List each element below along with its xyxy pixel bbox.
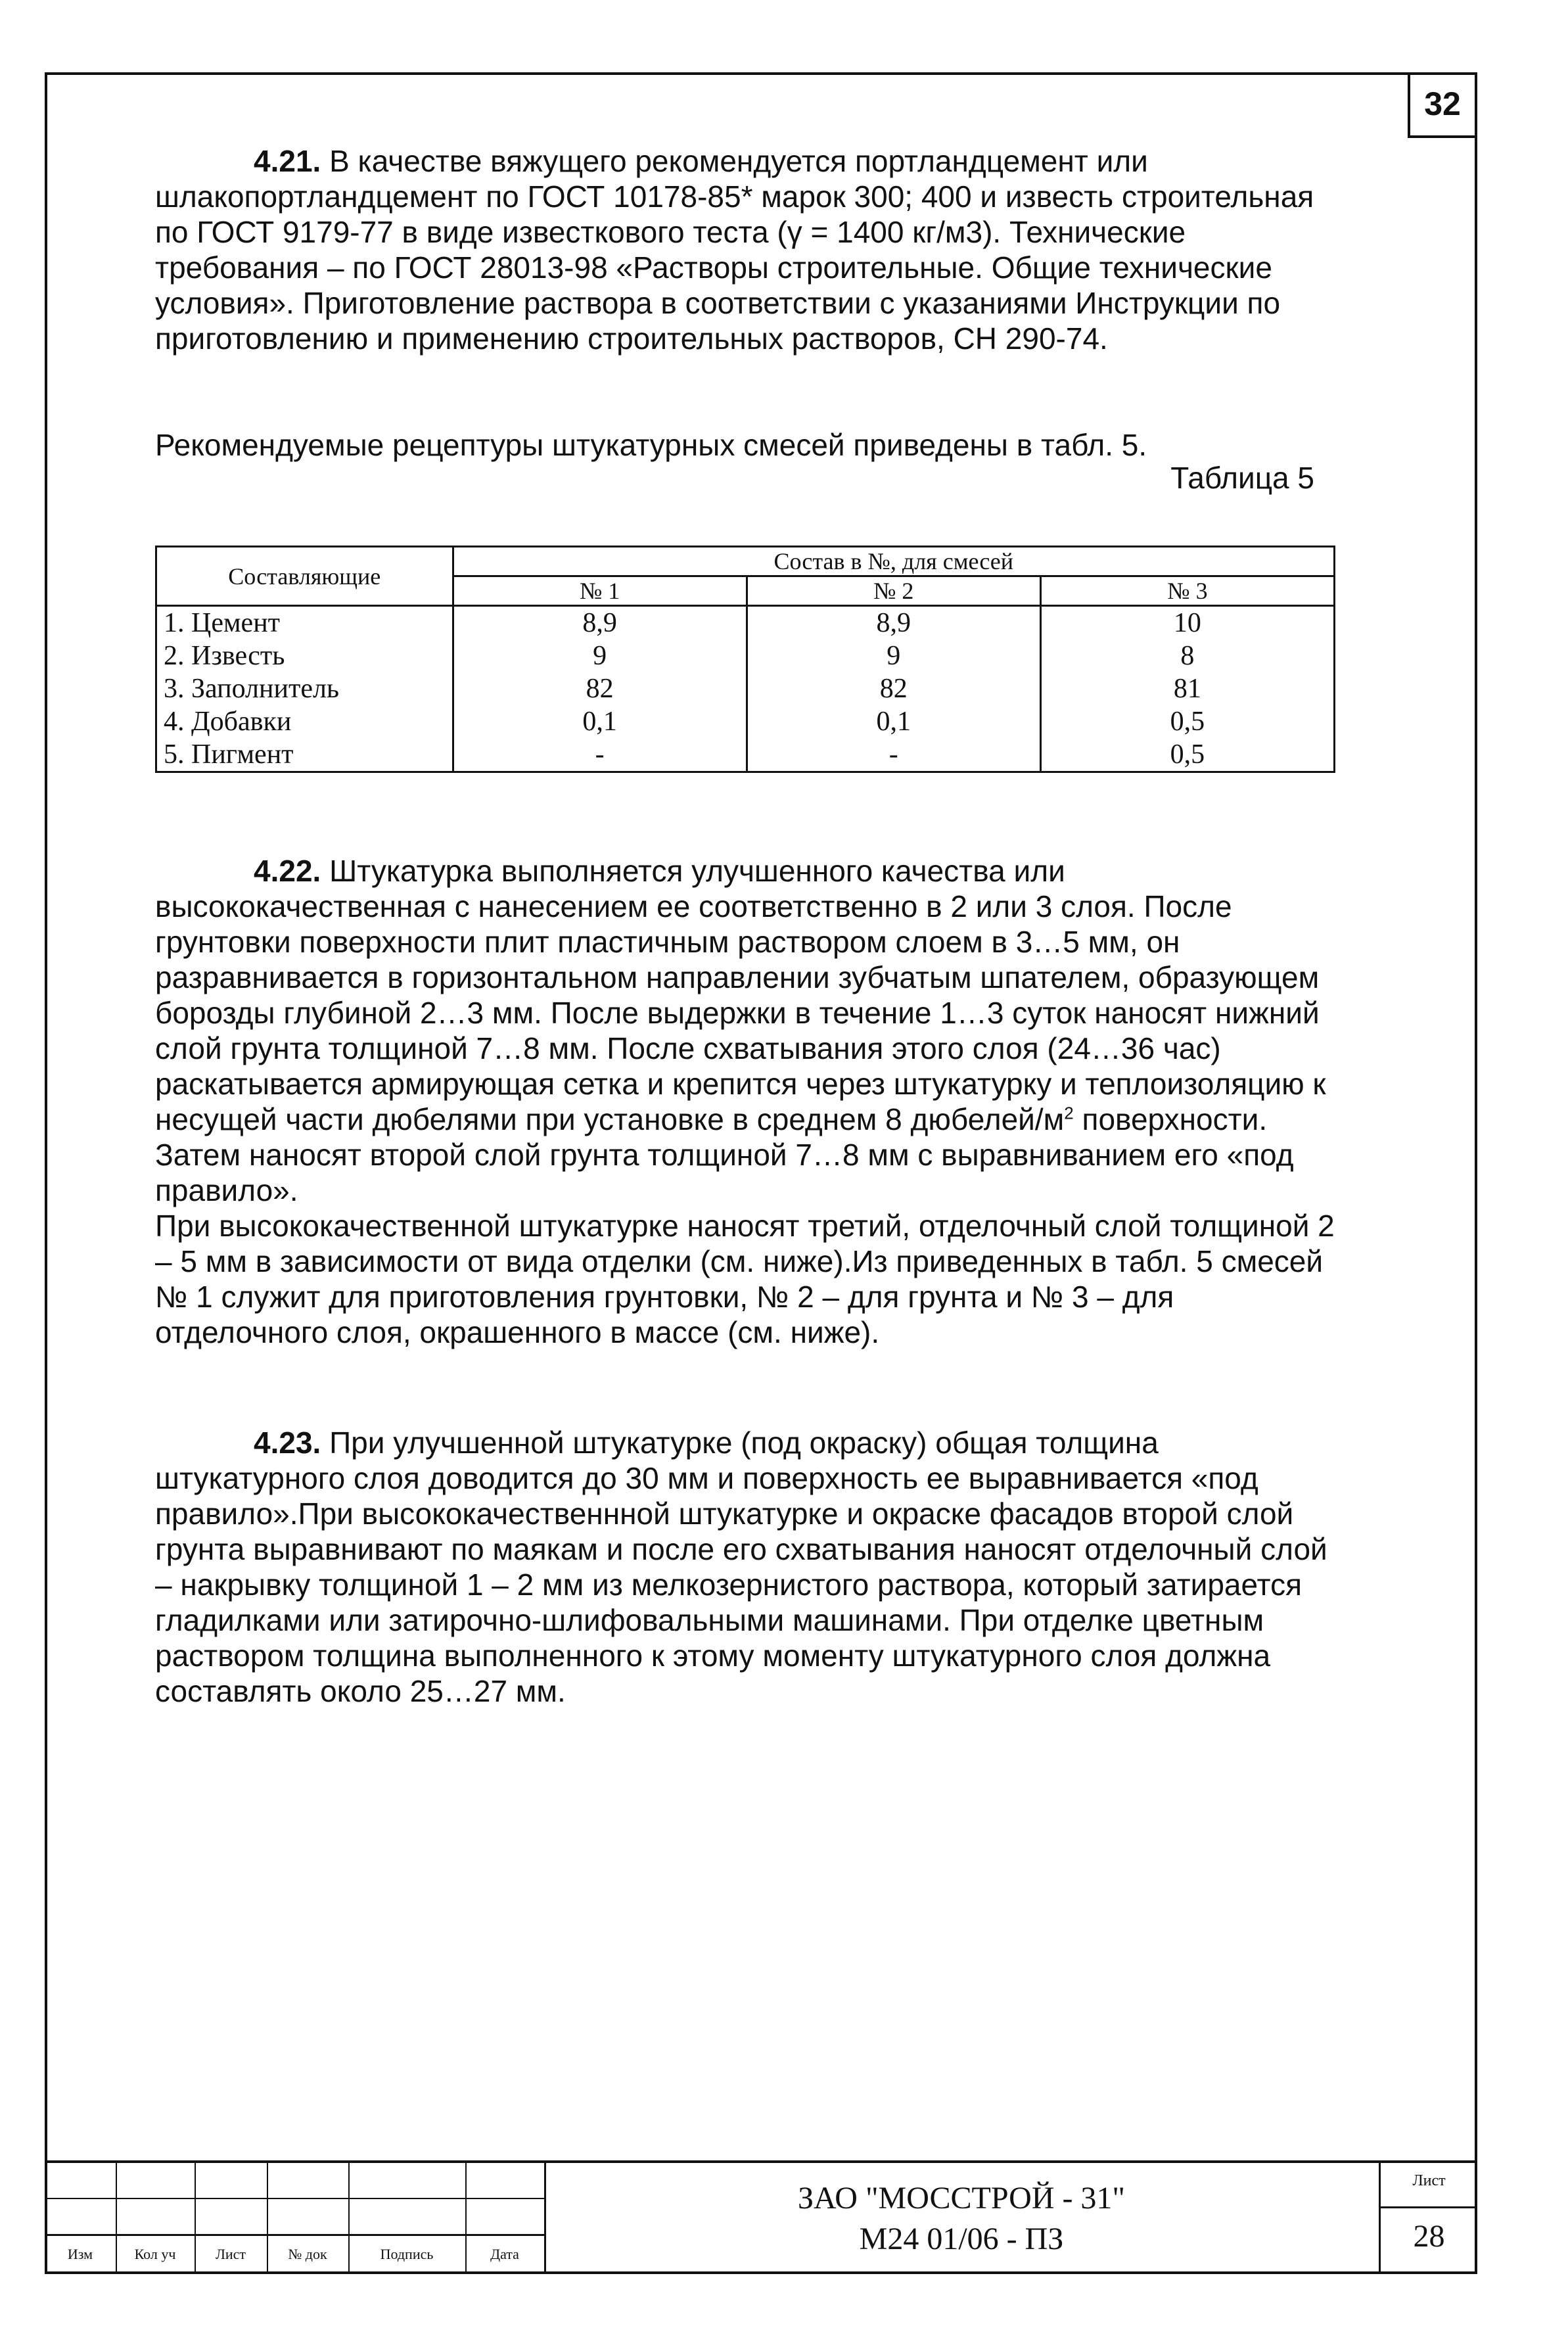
header-mix-1: № 1 [453, 576, 747, 606]
component-name: 1. Цемент [156, 606, 453, 640]
mix-3-value: 0,5 [1040, 705, 1334, 738]
table-row [156, 672, 1335, 705]
mix-3-value: 0,5 [1040, 738, 1334, 772]
mix-2-value: - [747, 738, 1040, 772]
document-code: М24 01/06 - ПЗ [859, 2221, 1064, 2256]
paragraph-4-23 [155, 1425, 1338, 1709]
mix-2-value: 82 [747, 672, 1040, 705]
header-components: Составляющие [156, 547, 453, 606]
component-name: 3. Заполнитель [156, 672, 453, 705]
mix-2-value: 8,9 [747, 606, 1040, 640]
recipes-intro: Рекомендуемые рецептуры штукатурных смесей приведены в табл. 5. [155, 428, 1147, 462]
component-name: 5. Пигмент [156, 738, 453, 772]
label-doc-number: № док [288, 2246, 327, 2262]
component-name: 4. Добавки [156, 705, 453, 738]
mix-1-value: 0,1 [453, 705, 747, 738]
paragraph-number: 4.21. [254, 144, 321, 178]
table-row [156, 606, 1335, 640]
table-row [156, 705, 1335, 738]
label-date: Дата [490, 2246, 519, 2262]
label-sheet-col: Лист [215, 2246, 246, 2262]
mix-1-value: 82 [453, 672, 747, 705]
table-row [156, 640, 1335, 672]
mix-3-value: 10 [1040, 606, 1334, 640]
mix-1-value: 9 [453, 640, 747, 672]
mix-2-value: 0,1 [747, 705, 1040, 738]
mix-1-value: - [453, 738, 747, 772]
paragraph-number: 4.22. [254, 854, 321, 888]
paragraph-text-cont: поверхности. Затем наносят второй слой грунта толщиной 7…8 мм с выравниванием его «под правило». [155, 1102, 1294, 1207]
paragraph-text: Штукатурка выполняется улучшенного качества или высококачественная с нанесением ее соответственно в 2 или 3 слоя. После грунтовки поверхности плит пластичным раствором слоем в 3…5 мм, он разравнивается в горизонтальном направлении зубчатым шпателем, образующем борозды глубиной 2…3 мм. После выдержки в течение 1…3 суток наносят нижний слой грунта толщиной 7…8 мм. После схватывания этого слоя (24…36 час) раскатывается армирующая сетка и крепится через штукатурку и теплоизоляцию к несущей части дюбелями при установке в среднем 8 дюбелей/м [155, 854, 1326, 1136]
title-block-stamp [45, 2160, 1477, 2274]
mix-2-value: 9 [747, 640, 1040, 672]
sheet-number: 28 [1413, 2219, 1445, 2254]
organization-name: ЗАО "МОССТРОЙ - 31" [797, 2181, 1126, 2216]
table-row [156, 738, 1335, 772]
label-signature: Подпись [380, 2246, 434, 2262]
mix-3-value: 81 [1040, 672, 1334, 705]
page-number-badge: 32 [1408, 72, 1477, 138]
sheet-label: Лист [1412, 2172, 1446, 2189]
mix-1-value: 8,9 [453, 606, 747, 640]
organization-block [544, 2160, 1425, 2274]
paragraph-number: 4.23. [254, 1426, 321, 1460]
sheet-block [1381, 2160, 1477, 2274]
header-composition: Состав в №, для смесей [453, 547, 1334, 576]
component-name: 2. Известь [156, 640, 453, 672]
superscript: 2 [1064, 1103, 1074, 1123]
header-mix-3: № 3 [1040, 576, 1334, 606]
table-caption: Таблица 5 [1170, 461, 1314, 495]
paragraph-4-22 [155, 853, 1338, 1350]
paragraph-text: При улучшенной штукатурке (под окраску) общая толщина штукатурного слоя доводится до 30 мм и поверхность ее выравнивается «под правило».При высококачественнной штукатурке и окраске фасадов второй слой грунта выравнивают по маякам и после его схватывания наносят отделочный слой – накрывку толщиной 1 – 2 мм из мелкозернистого раствора, который затирается гладилками или затирочно-шлифовальными машинами. При отделке цветным раствором толщина выполненного к этому моменту штукатурного слоя должна составлять около 25…27 мм. [155, 1426, 1327, 1708]
label-change: Изм [67, 2246, 93, 2262]
mix-table [155, 546, 1335, 773]
mix-3-value: 8 [1040, 640, 1334, 672]
paragraph-text: В качестве вяжущего рекомендуется портландцемент или шлакопортландцемент по ГОСТ 10178-85* марок 300; 400 и известь строительная по ГОСТ 9179-77 в виде известкового теста (γ = 1400 кг/м3). Технические требования – по ГОСТ 28013-98 «Растворы строительные. Общие технические условия». Приготовление раствора в соответствии с указаниями Инструкции по приготовлению и применению строительных растворов, СН 290-74. [155, 144, 1314, 356]
header-mix-2: № 2 [747, 576, 1040, 606]
paragraph-4-21 [155, 143, 1338, 356]
paragraph-text-high-quality: При высококачественной штукатурке наносят третий, отделочный слой толщиной 2 – 5 мм в зависимости от вида отделки (см. ниже).Из приведенных в табл. 5 смесей № 1 служит для приготовления грунтовки, № 2 – для грунта и № 3 – для отделочного слоя, окрашенного в массе (см. ниже). [155, 1209, 1335, 1349]
label-count: Кол уч [134, 2246, 176, 2262]
